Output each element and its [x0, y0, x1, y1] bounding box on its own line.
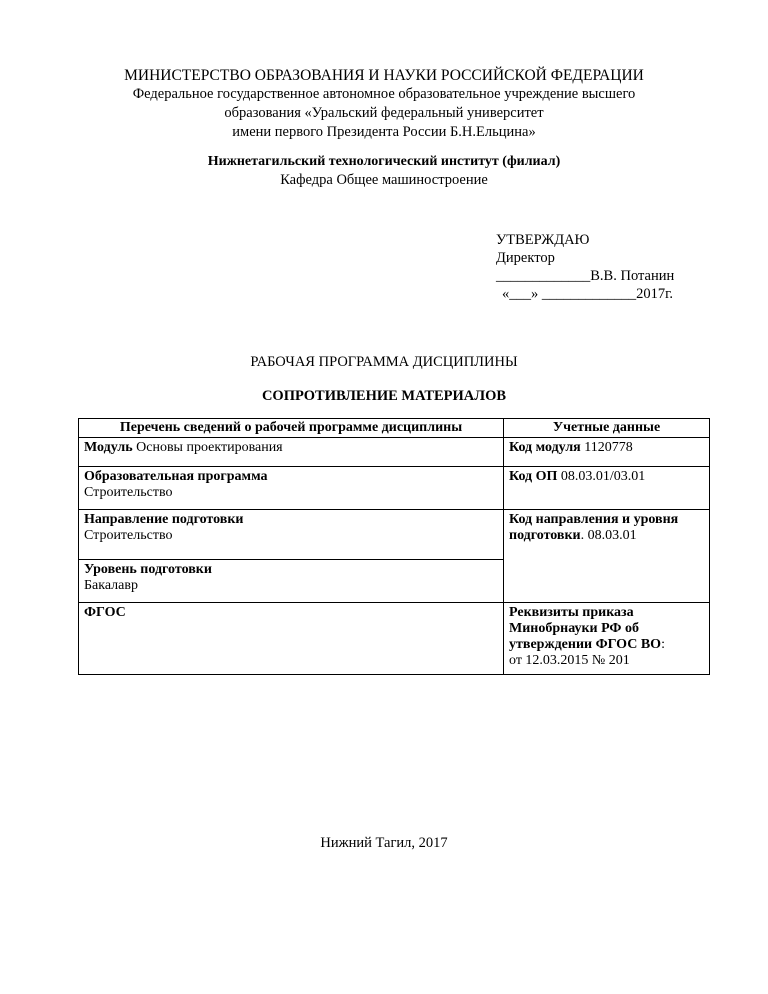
order-cell	[504, 603, 710, 675]
approval-signature-line: _____________В.В. Потанин	[496, 268, 675, 284]
ministry-name: МИНИСТЕРСТВО ОБРАЗОВАНИЯ И НАУКИ РОССИЙСКОЙ ФЕДЕРАЦИИ	[124, 67, 644, 84]
order-colon: :	[661, 637, 665, 652]
table-row	[79, 467, 710, 510]
order-label: Реквизиты приказа Минобрнауки РФ об утверждении ФГОС ВО	[509, 605, 662, 652]
department-name: Кафедра Общее машиностроение	[280, 172, 488, 188]
program-cell	[79, 467, 504, 510]
direction-code-cell	[504, 510, 710, 603]
university-line-3: имени первого Президента России Б.Н.Ельцина»	[232, 124, 536, 140]
program-info-table	[78, 418, 710, 675]
module-cell	[79, 438, 504, 467]
table-row	[79, 438, 710, 467]
approval-block	[496, 231, 674, 303]
approval-date-line: «___» _____________2017г.	[502, 286, 674, 302]
level-cell	[79, 560, 504, 603]
direction-code-value: . 08.03.01	[580, 528, 637, 543]
direction-label: Направление подготовки	[84, 512, 244, 527]
fgos-cell	[79, 603, 504, 675]
university-line-2: образования «Уральский федеральный университет	[224, 105, 544, 121]
level-value: Бакалавр	[84, 578, 138, 593]
level-label: Уровень подготовки	[84, 562, 212, 577]
module-code-label: Код модуля	[509, 440, 581, 455]
op-code-label: Код ОП	[509, 469, 558, 484]
direction-code-label: Код направления и уровня подготовки	[509, 512, 679, 543]
program-value: Строительство	[84, 485, 173, 500]
op-code-value: 08.03.01/03.01	[557, 469, 646, 484]
institute-name: Нижнетагильский технологический институт (филиал)	[207, 154, 561, 169]
direction-value: Строительство	[84, 528, 173, 543]
document-header	[0, 66, 768, 190]
table-header-right: Учетные данные	[504, 419, 710, 438]
program-label: Образовательная программа	[84, 469, 268, 484]
footer-place-year: Нижний Тагил, 2017	[320, 835, 448, 851]
module-code-cell	[504, 438, 710, 467]
module-code-value: 1120778	[580, 440, 633, 455]
fgos-label: ФГОС	[84, 605, 126, 620]
approval-title: УТВЕРЖДАЮ	[496, 232, 590, 248]
op-code-cell	[504, 467, 710, 510]
university-line-1: Федеральное государственное автономное образовательное учреждение высшего	[132, 86, 636, 102]
table-header-left: Перечень сведений о рабочей программе дисциплины	[79, 419, 504, 438]
module-label: Модуль	[84, 440, 133, 455]
approval-position: Директор	[496, 250, 555, 266]
program-title: РАБОЧАЯ ПРОГРАММА ДИСЦИПЛИНЫ	[250, 354, 518, 370]
subject-title: СОПРОТИВЛЕНИЕ МАТЕРИАЛОВ	[261, 388, 507, 404]
order-value: от 12.03.2015 № 201	[509, 653, 630, 668]
table-header-row	[79, 419, 710, 438]
direction-cell	[79, 510, 504, 560]
table-row	[79, 603, 710, 675]
table-row	[79, 510, 710, 560]
module-value: Основы проектирования	[132, 440, 283, 455]
